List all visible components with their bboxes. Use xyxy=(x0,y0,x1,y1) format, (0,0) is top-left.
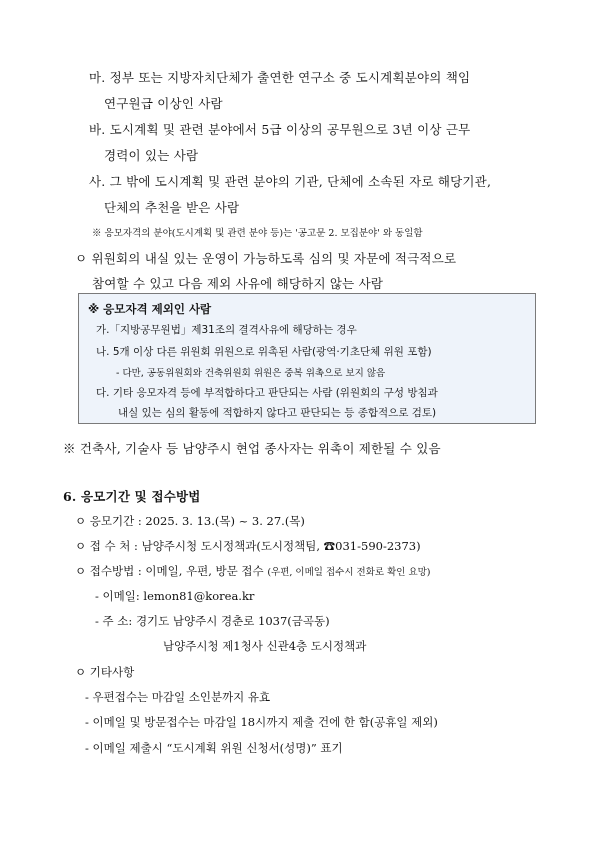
exclusion-ga: 가.「지방공무원법」제31조의 결격사유에 해당하는 경우 xyxy=(96,324,357,336)
section6-method xyxy=(75,563,431,579)
exclusion-na-sub: - 다만, 공동위원회와 건축위원회 위원은 중복 위촉으로 보지 않음 xyxy=(116,368,386,379)
section6-etc-item: - 우편접수는 마감일 소인분까지 유효 xyxy=(85,690,271,704)
criterion-ma-line2: 연구원급 이상인 사람 xyxy=(104,96,223,111)
criterion-ba-line1: 바. 도시계획 및 관련 분야에서 5급 이상의 공무원으로 3년 이상 근무 xyxy=(89,122,471,137)
section6-etc-item: - 이메일 제출시 “도시계획 위원 신청서(성명)” 표기 xyxy=(85,741,343,755)
section6-heading: 6. 응모기간 및 접수방법 xyxy=(63,489,201,504)
exclusion-title: ※ 응모자격 제외인 사람 xyxy=(88,302,212,316)
section6-address-line2: 남양주시청 제1청사 신관4층 도시정책과 xyxy=(163,639,367,653)
criterion-ba-line2: 경력이 있는 사람 xyxy=(104,148,199,163)
section6-email: - 이메일: lemon81@korea.kr xyxy=(95,589,255,603)
exclusion-da-line1: 다. 기타 응모자격 등에 부적합하다고 판단되는 사람 (위원회의 구성 방침과 xyxy=(96,387,438,399)
committee-line1: ㅇ 위원회의 내실 있는 운영이 가능하도록 심의 및 자문에 적극적으로 xyxy=(75,251,457,266)
section6-method-note: (우편, 이메일 접수시 전화로 확인 요망) xyxy=(267,567,431,578)
exclusion-na: 나. 5개 이상 다른 위원회 위원으로 위촉된 사람(광역·기초단체 위원 포함) xyxy=(96,346,432,358)
section6-method-main: ㅇ 접수방법 : 이메일, 우편, 방문 접수 xyxy=(75,564,264,578)
criterion-sa-line2: 단체의 추천을 받은 사람 xyxy=(104,200,240,215)
section6-etc-item: - 이메일 및 방문접수는 마감일 18시까지 제출 건에 한 함(공휴일 제외) xyxy=(85,715,438,729)
section6-etc-title: ㅇ 기타사항 xyxy=(75,665,135,679)
restriction-note: ※ 건축사, 기술사 등 남양주시 현업 종사자는 위촉이 제한될 수 있음 xyxy=(63,441,441,456)
criterion-sa-line1: 사. 그 밖에 도시계획 및 관련 분야의 기관, 단체에 소속된 자로 해당기관, xyxy=(89,174,492,189)
section6-place: ㅇ 접 수 처 : 남양주시청 도시정책과(도시정책팀, ☎031-590-2373) xyxy=(75,539,421,553)
section6-period: ㅇ 응모기간 : 2025. 3. 13.(목) ~ 3. 27.(목) xyxy=(75,514,305,528)
section6-address-line1: - 주 소: 경기도 남양주시 경춘로 1037(금곡동) xyxy=(95,614,330,628)
exclusion-da-line2: 내실 있는 심의 활동에 적합하지 않다고 판단되는 등 종합적으로 검토) xyxy=(118,407,437,419)
committee-line2: 참여할 수 있고 다음 제외 사유에 해당하지 않는 사람 xyxy=(92,276,384,291)
field-note: ※ 응모자격의 분야(도시계획 및 관련 분야 등)는 '공고문 2. 모집분야' 와 동일함 xyxy=(92,228,423,239)
criterion-ma-line1: 마. 정부 또는 지방자치단체가 출연한 연구소 중 도시계획분야의 책임 xyxy=(89,70,471,85)
